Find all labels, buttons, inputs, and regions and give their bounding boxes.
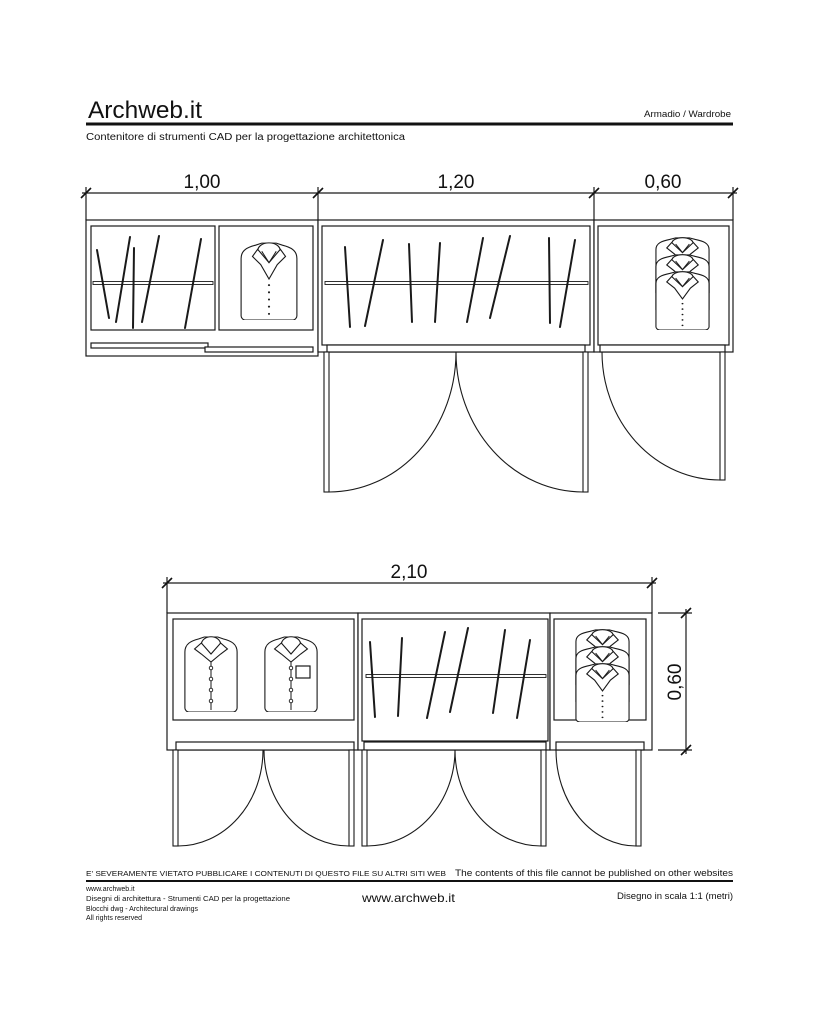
dimension-label-left: 1,00 xyxy=(183,172,221,193)
door-rail xyxy=(364,742,546,750)
brand-title: Archweb.it xyxy=(88,97,203,124)
footer-website: www.archweb.it xyxy=(360,891,456,905)
sheet-header xyxy=(86,97,733,143)
door-rail xyxy=(600,345,725,352)
sheet-subtitle: Contenitore di strumenti CAD per la progettazione architettonica xyxy=(86,132,406,143)
door-leaf-right xyxy=(541,750,546,846)
bottom-dimension-depth xyxy=(658,608,692,755)
hanger xyxy=(549,238,550,323)
door-rail xyxy=(556,742,644,750)
door-swing-arc xyxy=(456,352,583,492)
shirt-icon xyxy=(185,637,237,712)
hanger xyxy=(133,248,134,328)
wardrobe-unit-double-door xyxy=(318,220,594,492)
door-rail xyxy=(176,742,354,750)
door-swing-arc xyxy=(178,750,263,846)
door-swing-arc xyxy=(455,750,541,846)
sheet-category: Armadio / Wardrobe xyxy=(644,109,731,119)
door-swing-arc xyxy=(329,352,456,492)
shirt-pocket xyxy=(296,666,310,678)
door-swing-arc xyxy=(602,352,720,480)
stacked-shirt-icon xyxy=(656,272,709,330)
dimension-label-width: 2,10 xyxy=(390,562,428,583)
top-dimension-chain xyxy=(81,172,738,220)
door-leaf-right xyxy=(583,352,588,492)
hanging-rod xyxy=(366,675,546,678)
sheet-footer xyxy=(85,868,733,922)
credits-line: Disegni di architettura - Strumenti CAD per la progettazione xyxy=(86,896,291,903)
wardrobe-unit-shirts xyxy=(167,613,358,846)
hanging-compartment xyxy=(91,226,215,330)
door-leaf-right xyxy=(349,750,354,846)
sliding-door-panel xyxy=(91,343,208,348)
door-leaf xyxy=(720,352,725,480)
door-leaf-left xyxy=(324,352,329,492)
hanging-rod xyxy=(93,282,213,285)
door-rail xyxy=(327,345,585,352)
dimension-label-depth: 0,60 xyxy=(665,663,686,701)
wardrobe-unit-small xyxy=(550,613,652,846)
drawing-scale: Disegno in scala 1:1 (metri) xyxy=(617,891,733,901)
wardrobe-unit-hanging xyxy=(358,613,550,846)
jacket-icon xyxy=(241,243,297,320)
dimension-label-middle: 1,20 xyxy=(437,172,475,193)
credits-line: Blocchi dwg - Architectural drawings xyxy=(86,906,199,913)
wardrobe-unit-single-door xyxy=(594,220,733,480)
bottom-dimension-width xyxy=(162,562,657,613)
door-leaf xyxy=(636,750,641,846)
door-swing-arc xyxy=(556,750,636,846)
door-leaf-left xyxy=(173,750,178,846)
stacked-shirt-icon xyxy=(576,664,629,722)
credits-line: www.archweb.it xyxy=(86,886,135,893)
door-swing-arc xyxy=(264,750,349,846)
sliding-door-panel xyxy=(205,347,313,352)
credits-line: All rights reserved xyxy=(86,915,143,922)
dimension-label-right: 0,60 xyxy=(644,172,682,193)
door-leaf-left xyxy=(362,750,367,846)
wardrobe-unit-sliding xyxy=(86,220,318,356)
copyright-notice-english: The contents of this file cannot be published on other websites xyxy=(455,868,734,879)
hanging-compartment xyxy=(362,619,548,741)
door-swing-arc xyxy=(367,750,455,846)
copyright-notice-italian: E' SEVERAMENTE VIETATO PUBBLICARE I CONTENUTI DI QUESTO FILE SU ALTRI SITI WEB xyxy=(86,869,447,878)
